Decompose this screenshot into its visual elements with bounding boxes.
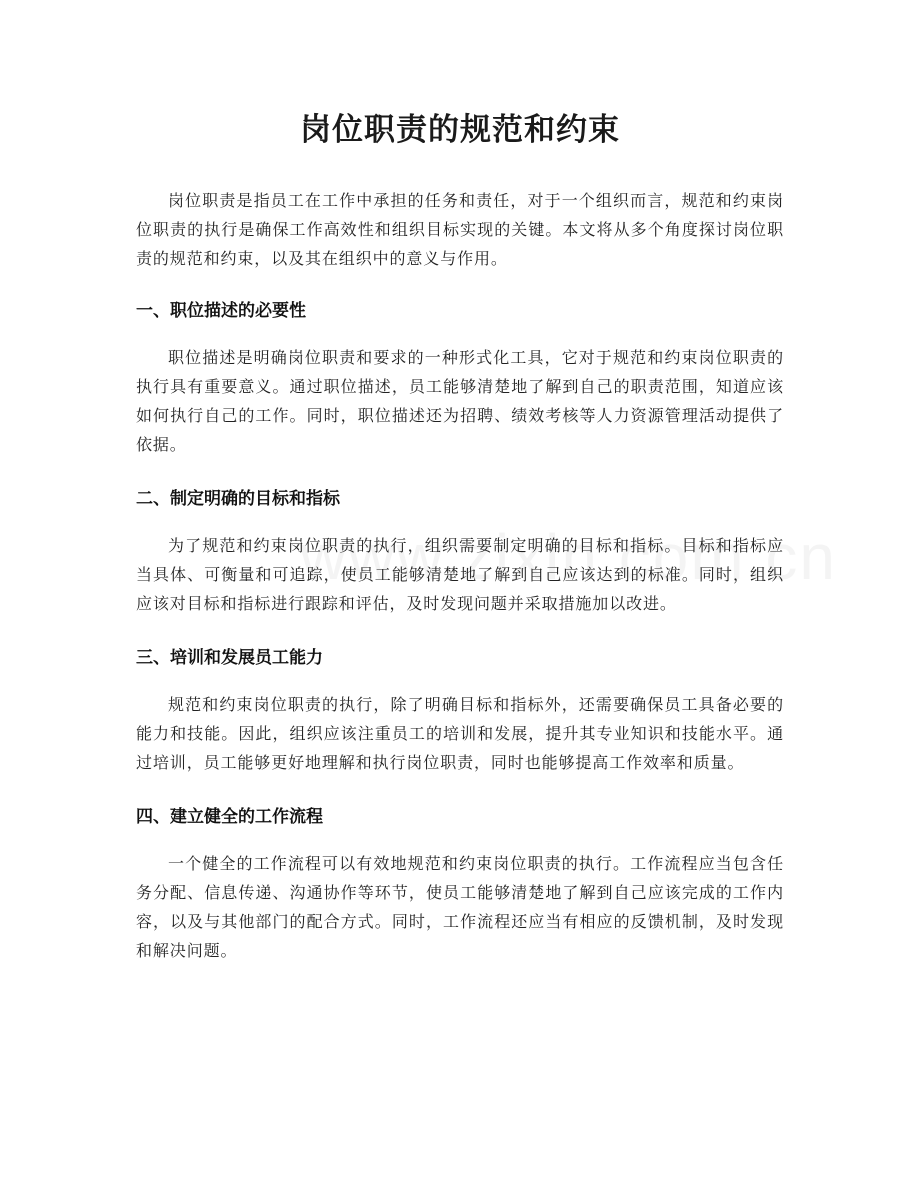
section-heading-3: 三、培训和发展员工能力 [136, 648, 323, 668]
document-title: 岗位职责的规范和约束 [300, 112, 620, 148]
section-heading-2: 二、制定明确的目标和指标 [136, 489, 340, 509]
intro-paragraph: 岗位职责是指员工在工作中承担的任务和责任，对于一个组织而言，规范和约束岗位职责的执行是确保工作高效性和组织目标实现的关键。本文将从多个角度探讨岗位职责的规范和约束，以及其在组织中的意义与作用。 [136, 191, 784, 268]
section-heading-4: 四、建立健全的工作流程 [136, 807, 323, 827]
section-paragraph-3: 规范和约束岗位职责的执行，除了明确目标和指标外，还需要确保员工具备必要的能力和技能。因此，组织应该注重员工的培训和发展，提升其专业知识和技能水平。通过培训，员工能够更好地理解和执行岗位职责，同时也能够提高工作效率和质量。 [136, 695, 784, 772]
section-paragraph-4: 一个健全的工作流程可以有效地规范和约束岗位职责的执行。工作流程应当包含任务分配、信息传递、沟通协作等环节，使员工能够清楚地了解到自己应该完成的工作内容，以及与其他部门的配合方式。同时，工作流程还应当有相应的反馈机制，及时发现和解决问题。 [136, 854, 784, 960]
section-heading-1: 一、职位描述的必要性 [136, 301, 306, 321]
section-paragraph-1: 职位描述是明确岗位职责和要求的一种形式化工具，它对于规范和约束岗位职责的执行具有重要意义。通过职位描述，员工能够清楚地了解到自己的职责范围，知道应该如何执行自己的工作。同时，职位描述还为招聘、绩效考核等人力资源管理活动提供了依据。 [136, 348, 784, 454]
section-paragraph-2: 为了规范和约束岗位职责的执行，组织需要制定明确的目标和指标。目标和指标应当具体、可衡量和可追踪，使员工能够清楚地了解到自己应该达到的标准。同时，组织应该对目标和指标进行跟踪和评估，及时发现问题并采取措施加以改进。 [136, 536, 784, 613]
document-body [136, 186, 784, 965]
